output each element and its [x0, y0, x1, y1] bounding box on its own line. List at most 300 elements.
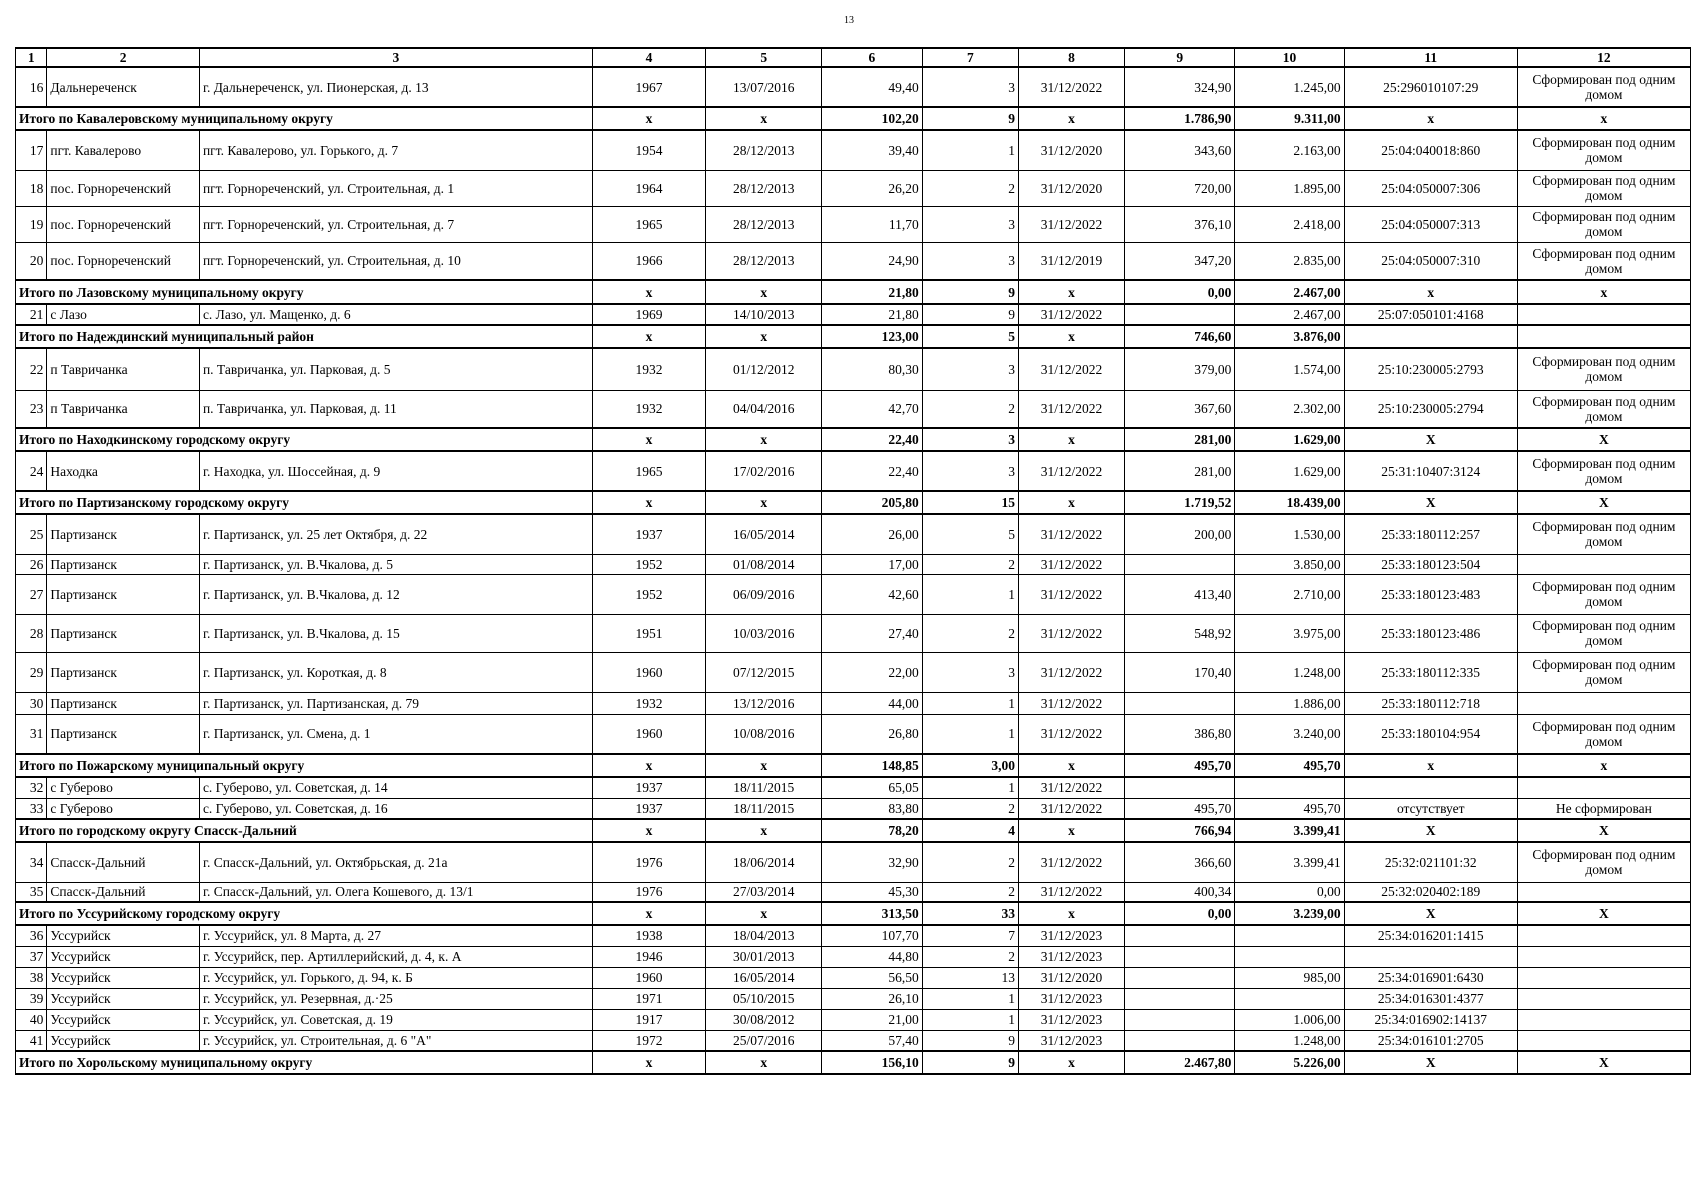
build-year: 1965 [592, 206, 706, 242]
row-number: 25 [16, 514, 47, 554]
col9-value: 548,92 [1125, 614, 1235, 652]
cell-x: x [1019, 428, 1125, 451]
cell-x: x [1344, 754, 1517, 777]
table-row [16, 390, 1691, 428]
residents-count: 3 [922, 652, 1018, 692]
col10-value: 985,00 [1235, 967, 1344, 988]
col10-value: 2.710,00 [1235, 574, 1344, 614]
subtotal-people: 5 [922, 325, 1018, 348]
subtotal-row [16, 819, 1691, 842]
cadastral-number: 25:32:020402:189 [1344, 882, 1517, 902]
col10-value: 2.835,00 [1235, 242, 1344, 280]
subtotal-col10: 2.467,00 [1235, 280, 1344, 304]
recognition-date: 18/11/2015 [706, 777, 822, 798]
subtotal-area: 156,10 [822, 1051, 923, 1074]
address: г. Партизанск, ул. В.Чкалова, д. 15 [199, 614, 592, 652]
address: пгт. Горнореченский, ул. Строительная, д. 7 [199, 206, 592, 242]
build-year: 1932 [592, 692, 706, 714]
address: пгт. Горнореченский, ул. Строительная, д. 10 [199, 242, 592, 280]
subtotal-col9: 281,00 [1125, 428, 1235, 451]
column-header: 2 [47, 48, 200, 67]
address: г. Спасск-Дальний, ул. Олега Кошевого, д. 13/1 [199, 882, 592, 902]
row-number: 31 [16, 714, 47, 754]
row-number: 38 [16, 967, 47, 988]
settlement-name: пос. Горнореченский [47, 206, 200, 242]
land-plot-note: Сформирован под одним домом [1517, 842, 1690, 882]
land-plot-note: Сформирован под одним домом [1517, 652, 1690, 692]
recognition-date: 16/05/2014 [706, 514, 822, 554]
cadastral-number: 25:33:180123:483 [1344, 574, 1517, 614]
table-row [16, 67, 1691, 107]
deadline-date: 31/12/2022 [1019, 304, 1125, 325]
column-header: 11 [1344, 48, 1517, 67]
table-row [16, 1009, 1691, 1030]
build-year: 1937 [592, 777, 706, 798]
area: 49,40 [822, 67, 923, 107]
cell-x: x [592, 280, 706, 304]
recognition-date: 01/12/2012 [706, 348, 822, 390]
subtotal-title: Итого по Пожарскому муниципальный округу [16, 754, 593, 777]
settlement-name: Уссурийск [47, 946, 200, 967]
area: 39,40 [822, 130, 923, 170]
subtotal-col10: 3.399,41 [1235, 819, 1344, 842]
table-row [16, 614, 1691, 652]
col9-value [1125, 967, 1235, 988]
recognition-date: 10/08/2016 [706, 714, 822, 754]
cell-x: X [1344, 491, 1517, 514]
build-year: 1946 [592, 946, 706, 967]
table-row [16, 925, 1691, 946]
settlement-name: Спасск-Дальний [47, 882, 200, 902]
land-plot-note [1517, 554, 1690, 574]
col9-value [1125, 304, 1235, 325]
subtotal-title: Итого по Уссурийскому городскому округу [16, 902, 593, 925]
recognition-date: 18/11/2015 [706, 798, 822, 819]
col9-value [1125, 777, 1235, 798]
build-year: 1917 [592, 1009, 706, 1030]
area: 26,80 [822, 714, 923, 754]
build-year: 1976 [592, 882, 706, 902]
cell-x: x [592, 325, 706, 348]
table-row [16, 946, 1691, 967]
column-header: 7 [922, 48, 1018, 67]
residents-count: 2 [922, 390, 1018, 428]
cell-x: x [592, 902, 706, 925]
subtotal-col10: 9.311,00 [1235, 107, 1344, 130]
col10-value: 2.302,00 [1235, 390, 1344, 428]
land-plot-note: Сформирован под одним домом [1517, 130, 1690, 170]
cell-x: x [1517, 107, 1690, 130]
subtotal-col9: 0,00 [1125, 280, 1235, 304]
subtotal-col10: 1.629,00 [1235, 428, 1344, 451]
table-row [16, 170, 1691, 206]
row-number: 29 [16, 652, 47, 692]
row-number: 40 [16, 1009, 47, 1030]
row-number: 17 [16, 130, 47, 170]
deadline-date: 31/12/2022 [1019, 390, 1125, 428]
col10-value [1235, 988, 1344, 1009]
cell-x: x [706, 819, 822, 842]
recognition-date: 05/10/2015 [706, 988, 822, 1009]
col10-value: 2.418,00 [1235, 206, 1344, 242]
recognition-date: 28/12/2013 [706, 242, 822, 280]
area: 42,70 [822, 390, 923, 428]
settlement-name: Уссурийск [47, 1030, 200, 1051]
area: 45,30 [822, 882, 923, 902]
recognition-date: 27/03/2014 [706, 882, 822, 902]
col9-value: 200,00 [1125, 514, 1235, 554]
cadastral-number: 25:296010107:29 [1344, 67, 1517, 107]
deadline-date: 31/12/2022 [1019, 206, 1125, 242]
address: г. Партизанск, ул. В.Чкалова, д. 12 [199, 574, 592, 614]
subtotal-people: 3 [922, 428, 1018, 451]
row-number: 35 [16, 882, 47, 902]
subtotal-row [16, 428, 1691, 451]
deadline-date: 31/12/2022 [1019, 692, 1125, 714]
recognition-date: 28/12/2013 [706, 170, 822, 206]
col9-value [1125, 554, 1235, 574]
residents-count: 1 [922, 1009, 1018, 1030]
subtotal-area: 102,20 [822, 107, 923, 130]
cell-x [1517, 325, 1690, 348]
area: 65,05 [822, 777, 923, 798]
table-row [16, 652, 1691, 692]
land-plot-note: Сформирован под одним домом [1517, 714, 1690, 754]
land-plot-note: Сформирован под одним домом [1517, 514, 1690, 554]
area: 21,80 [822, 304, 923, 325]
subtotal-title: Итого по Лазовскому муниципальному округу [16, 280, 593, 304]
build-year: 1951 [592, 614, 706, 652]
recognition-date: 25/07/2016 [706, 1030, 822, 1051]
table-row [16, 206, 1691, 242]
cadastral-number: 25:32:021101:32 [1344, 842, 1517, 882]
col9-value: 413,40 [1125, 574, 1235, 614]
residents-count: 2 [922, 946, 1018, 967]
settlement-name: Партизанск [47, 554, 200, 574]
area: 56,50 [822, 967, 923, 988]
settlement-name: с Лазо [47, 304, 200, 325]
subtotal-title: Итого по Находкинскому городскому округу [16, 428, 593, 451]
residents-count: 13 [922, 967, 1018, 988]
address: г. Партизанск, ул. В.Чкалова, д. 5 [199, 554, 592, 574]
land-plot-note [1517, 304, 1690, 325]
cadastral-number: 25:04:050007:313 [1344, 206, 1517, 242]
residents-count: 2 [922, 882, 1018, 902]
address: с. Лазо, ул. Мащенко, д. 6 [199, 304, 592, 325]
subtotal-col10: 495,70 [1235, 754, 1344, 777]
area: 11,70 [822, 206, 923, 242]
cell-x: x [1517, 754, 1690, 777]
settlement-name: Партизанск [47, 652, 200, 692]
settlement-name: Партизанск [47, 692, 200, 714]
area: 22,40 [822, 451, 923, 491]
table-row [16, 842, 1691, 882]
residents-count: 2 [922, 614, 1018, 652]
build-year: 1952 [592, 574, 706, 614]
build-year: 1937 [592, 798, 706, 819]
deadline-date: 31/12/2023 [1019, 1030, 1125, 1051]
cadastral-number: 25:04:050007:306 [1344, 170, 1517, 206]
cell-x: X [1344, 1051, 1517, 1074]
subtotal-row [16, 1051, 1691, 1074]
cell-x: x [1019, 325, 1125, 348]
cell-x: x [706, 107, 822, 130]
cell-x: x [1019, 902, 1125, 925]
subtotal-col9: 1.719,52 [1125, 491, 1235, 514]
residents-count: 1 [922, 692, 1018, 714]
recognition-date: 07/12/2015 [706, 652, 822, 692]
residents-count: 2 [922, 798, 1018, 819]
col10-value [1235, 946, 1344, 967]
settlement-name: Дальнереченск [47, 67, 200, 107]
column-header: 9 [1125, 48, 1235, 67]
cadastral-number: 25:34:016201:1415 [1344, 925, 1517, 946]
cell-x: x [1019, 491, 1125, 514]
land-plot-note: Сформирован под одним домом [1517, 206, 1690, 242]
col10-value [1235, 777, 1344, 798]
residents-count: 9 [922, 304, 1018, 325]
col10-value: 1.248,00 [1235, 1030, 1344, 1051]
land-plot-note [1517, 967, 1690, 988]
build-year: 1932 [592, 390, 706, 428]
table-row [16, 574, 1691, 614]
area: 32,90 [822, 842, 923, 882]
col10-value: 1.530,00 [1235, 514, 1344, 554]
table-row [16, 304, 1691, 325]
cell-x: x [592, 819, 706, 842]
land-plot-note: Сформирован под одним домом [1517, 348, 1690, 390]
row-number: 33 [16, 798, 47, 819]
subtotal-col9: 2.467,80 [1125, 1051, 1235, 1074]
recognition-date: 16/05/2014 [706, 967, 822, 988]
subtotal-col10: 18.439,00 [1235, 491, 1344, 514]
address: г. Уссурийск, ул. 8 Марта, д. 27 [199, 925, 592, 946]
row-number: 39 [16, 988, 47, 1009]
build-year: 1972 [592, 1030, 706, 1051]
build-year: 1937 [592, 514, 706, 554]
subtotal-col10: 3.876,00 [1235, 325, 1344, 348]
deadline-date: 31/12/2020 [1019, 170, 1125, 206]
build-year: 1976 [592, 842, 706, 882]
cell-x: x [706, 491, 822, 514]
subtotal-col9: 746,60 [1125, 325, 1235, 348]
residents-count: 9 [922, 1030, 1018, 1051]
settlement-name: Спасск-Дальний [47, 842, 200, 882]
column-header: 1 [16, 48, 47, 67]
table-row [16, 130, 1691, 170]
cell-x: x [592, 491, 706, 514]
residents-count: 2 [922, 170, 1018, 206]
area: 26,10 [822, 988, 923, 1009]
col9-value [1125, 1030, 1235, 1051]
column-header: 12 [1517, 48, 1690, 67]
deadline-date: 31/12/2022 [1019, 882, 1125, 902]
subtotal-row [16, 754, 1691, 777]
cell-x: x [706, 428, 822, 451]
col10-value: 1.629,00 [1235, 451, 1344, 491]
address: п. Тавричанка, ул. Парковая, д. 5 [199, 348, 592, 390]
residents-count: 1 [922, 714, 1018, 754]
address: г. Партизанск, ул. 25 лет Октября, д. 22 [199, 514, 592, 554]
address: г. Находка, ул. Шоссейная, д. 9 [199, 451, 592, 491]
cell-x: x [1517, 280, 1690, 304]
cadastral-number: 25:33:180112:718 [1344, 692, 1517, 714]
subtotal-col9: 495,70 [1125, 754, 1235, 777]
col10-value: 1.006,00 [1235, 1009, 1344, 1030]
address: г. Уссурийск, ул. Горького, д. 94, к. Б [199, 967, 592, 988]
deadline-date: 31/12/2020 [1019, 130, 1125, 170]
deadline-date: 31/12/2020 [1019, 967, 1125, 988]
table-row [16, 451, 1691, 491]
cadastral-number: 25:10:230005:2794 [1344, 390, 1517, 428]
cadastral-number: 25:34:016301:4377 [1344, 988, 1517, 1009]
subtotal-row [16, 491, 1691, 514]
subtotal-title: Итого по Надеждинский муниципальный район [16, 325, 593, 348]
area: 27,40 [822, 614, 923, 652]
col10-value: 3.240,00 [1235, 714, 1344, 754]
cell-x: x [706, 1051, 822, 1074]
address: г. Партизанск, ул. Смена, д. 1 [199, 714, 592, 754]
area: 24,90 [822, 242, 923, 280]
cell-x: x [592, 1051, 706, 1074]
row-number: 37 [16, 946, 47, 967]
column-header: 8 [1019, 48, 1125, 67]
recognition-date: 28/12/2013 [706, 206, 822, 242]
subtotal-people: 9 [922, 107, 1018, 130]
cadastral-number: 25:04:040018:860 [1344, 130, 1517, 170]
subtotal-title: Итого по Партизанскому городскому округу [16, 491, 593, 514]
land-plot-note [1517, 988, 1690, 1009]
cell-x: X [1344, 428, 1517, 451]
build-year: 1960 [592, 967, 706, 988]
subtotal-col9: 0,00 [1125, 902, 1235, 925]
table-row [16, 967, 1691, 988]
cell-x: x [706, 280, 822, 304]
recognition-date: 04/04/2016 [706, 390, 822, 428]
settlement-name: Партизанск [47, 614, 200, 652]
residents-count: 1 [922, 777, 1018, 798]
subtotal-title: Итого по городскому округу Спасск-Дальний [16, 819, 593, 842]
build-year: 1960 [592, 652, 706, 692]
settlement-name: пос. Горнореченский [47, 170, 200, 206]
cadastral-number: 25:33:180123:504 [1344, 554, 1517, 574]
table-row [16, 692, 1691, 714]
row-number: 28 [16, 614, 47, 652]
row-number: 26 [16, 554, 47, 574]
deadline-date: 31/12/2022 [1019, 798, 1125, 819]
address: г. Уссурийск, пер. Артиллерийский, д. 4, к. А [199, 946, 592, 967]
cadastral-number: 25:31:10407:3124 [1344, 451, 1517, 491]
column-header: 6 [822, 48, 923, 67]
deadline-date: 31/12/2022 [1019, 451, 1125, 491]
deadline-date: 31/12/2022 [1019, 67, 1125, 107]
build-year: 1967 [592, 67, 706, 107]
residents-count: 5 [922, 514, 1018, 554]
row-number: 21 [16, 304, 47, 325]
residents-count: 2 [922, 554, 1018, 574]
address: г. Уссурийск, ул. Резервная, д.·25 [199, 988, 592, 1009]
address: с. Губерово, ул. Советская, д. 16 [199, 798, 592, 819]
area: 44,00 [822, 692, 923, 714]
table-row [16, 988, 1691, 1009]
settlement-name: пос. Горнореченский [47, 242, 200, 280]
col10-value: 2.467,00 [1235, 304, 1344, 325]
address: г. Дальнереченск, ул. Пионерская, д. 13 [199, 67, 592, 107]
row-number: 34 [16, 842, 47, 882]
cell-x: X [1517, 902, 1690, 925]
col9-value: 324,90 [1125, 67, 1235, 107]
settlement-name: п Тавричанка [47, 390, 200, 428]
col10-value [1235, 925, 1344, 946]
address: г. Спасск-Дальний, ул. Октябрьская, д. 21а [199, 842, 592, 882]
cell-x: x [592, 428, 706, 451]
settlement-name: пгт. Кавалерово [47, 130, 200, 170]
land-plot-note [1517, 692, 1690, 714]
cadastral-number: 25:33:180112:257 [1344, 514, 1517, 554]
column-number-row [16, 48, 1691, 67]
recognition-date: 10/03/2016 [706, 614, 822, 652]
subtotal-people: 4 [922, 819, 1018, 842]
col9-value: 495,70 [1125, 798, 1235, 819]
col9-value: 400,34 [1125, 882, 1235, 902]
recognition-date: 30/01/2013 [706, 946, 822, 967]
build-year: 1960 [592, 714, 706, 754]
build-year: 1966 [592, 242, 706, 280]
subtotal-area: 313,50 [822, 902, 923, 925]
subtotal-area: 21,80 [822, 280, 923, 304]
table-row [16, 514, 1691, 554]
subtotal-col10: 5.226,00 [1235, 1051, 1344, 1074]
area: 21,00 [822, 1009, 923, 1030]
subtotal-title: Итого по Хорольскому муниципальному округу [16, 1051, 593, 1074]
row-number: 20 [16, 242, 47, 280]
row-number: 36 [16, 925, 47, 946]
col9-value [1125, 946, 1235, 967]
table-row [16, 798, 1691, 819]
col9-value: 376,10 [1125, 206, 1235, 242]
cadastral-number: 25:07:050101:4168 [1344, 304, 1517, 325]
col10-value: 1.886,00 [1235, 692, 1344, 714]
cell-x: x [1019, 819, 1125, 842]
settlement-name: п Тавричанка [47, 348, 200, 390]
address: г. Партизанск, ул. Короткая, д. 8 [199, 652, 592, 692]
cadastral-number: 25:33:180112:335 [1344, 652, 1517, 692]
land-plot-note: Не сформирован [1517, 798, 1690, 819]
cadastral-number: 25:04:050007:310 [1344, 242, 1517, 280]
subtotal-people: 9 [922, 280, 1018, 304]
deadline-date: 31/12/2022 [1019, 348, 1125, 390]
subtotal-people: 3,00 [922, 754, 1018, 777]
col9-value [1125, 988, 1235, 1009]
residents-count: 3 [922, 348, 1018, 390]
address: пгт. Горнореченский, ул. Строительная, д. 1 [199, 170, 592, 206]
deadline-date: 31/12/2019 [1019, 242, 1125, 280]
residents-count: 1 [922, 988, 1018, 1009]
cell-x: x [1019, 107, 1125, 130]
col10-value: 495,70 [1235, 798, 1344, 819]
land-plot-note [1517, 925, 1690, 946]
settlement-name: Уссурийск [47, 925, 200, 946]
deadline-date: 31/12/2022 [1019, 777, 1125, 798]
build-year: 1964 [592, 170, 706, 206]
residents-count: 3 [922, 242, 1018, 280]
recognition-date: 06/09/2016 [706, 574, 822, 614]
land-plot-note: Сформирован под одним домом [1517, 242, 1690, 280]
cell-x: x [1344, 280, 1517, 304]
cell-x: x [592, 107, 706, 130]
residents-count: 7 [922, 925, 1018, 946]
area: 107,70 [822, 925, 923, 946]
